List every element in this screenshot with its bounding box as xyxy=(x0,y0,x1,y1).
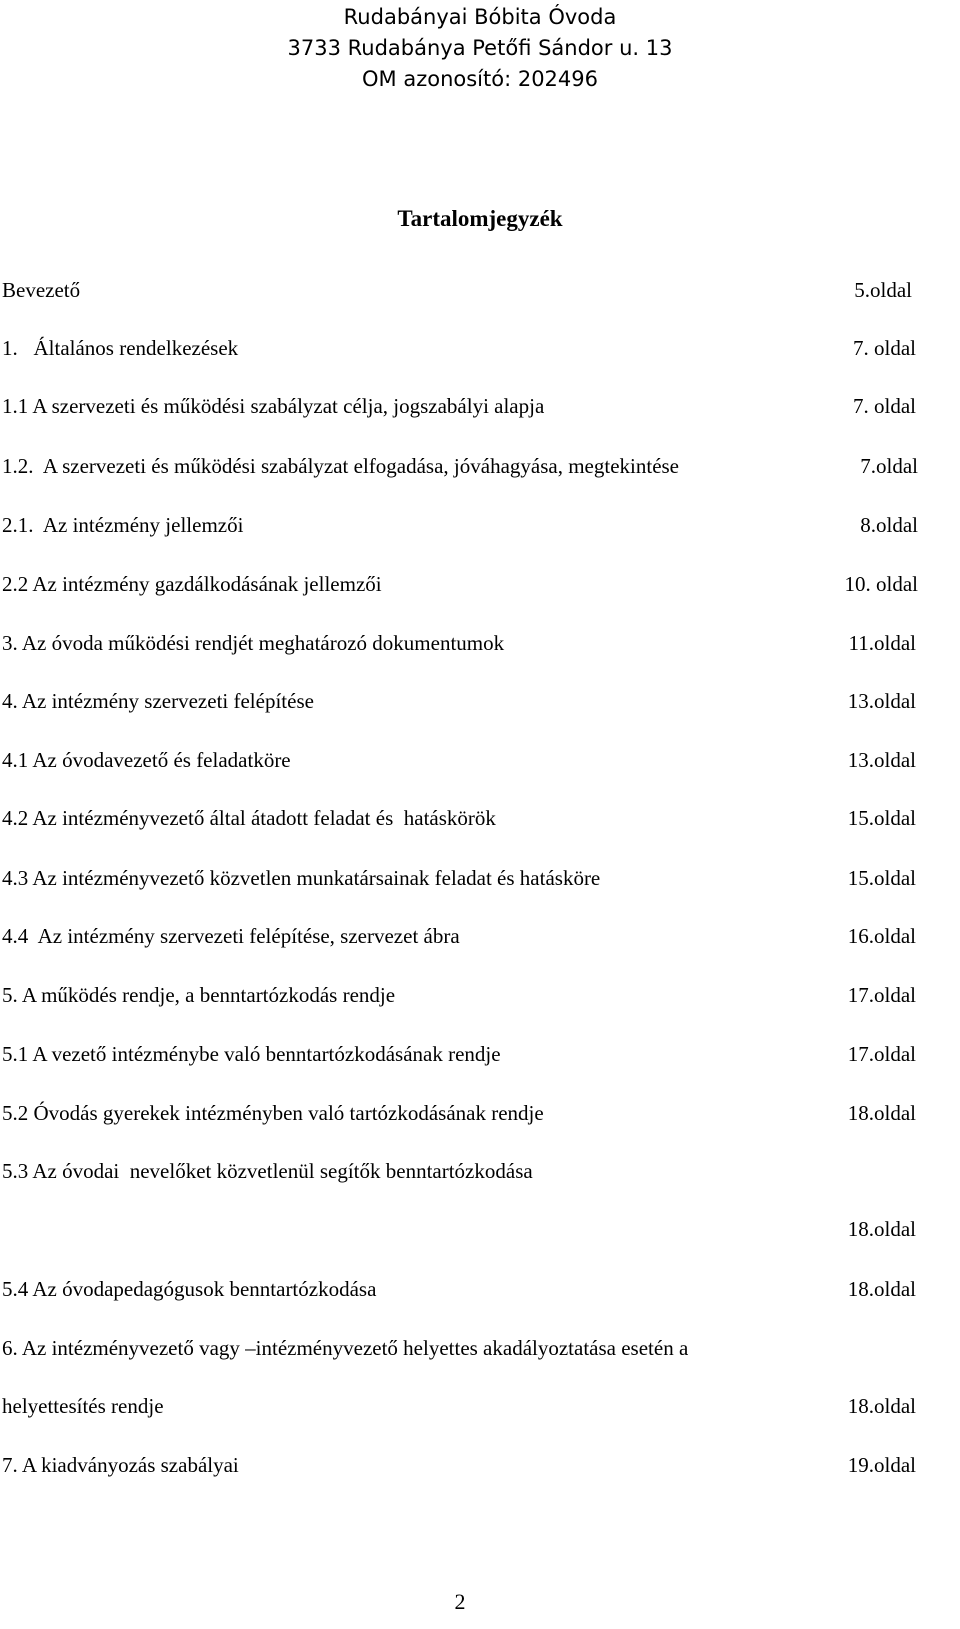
toc-entry-page: 16.oldal xyxy=(847,924,916,948)
toc-entry xyxy=(0,1333,960,1363)
toc-entry-label: 1. Általános rendelkezések xyxy=(2,336,239,360)
toc-entry-page: 18.oldal xyxy=(847,1101,916,1125)
toc-entry xyxy=(0,510,960,540)
toc-entry-label: 2.1. Az intézmény jellemzői xyxy=(2,513,244,537)
toc-entry xyxy=(0,451,960,481)
toc-entry-page: 5.oldal xyxy=(854,278,912,302)
toc-entry-label: 4.3 Az intézményvezető közvetlen munkatársainak feladat és hatásköre xyxy=(2,866,601,890)
toc-entry-page: 15.oldal xyxy=(847,806,916,830)
toc-entry-page: 15.oldal xyxy=(847,866,916,890)
toc-entry-label: 4.1 Az óvodavezető és feladatköre xyxy=(2,748,291,772)
toc-entry xyxy=(0,1098,960,1128)
toc-entry-page: 7. oldal xyxy=(853,394,916,418)
toc-entry-label: 4.4 Az intézmény szervezeti felépítése, szervezet ábra xyxy=(2,924,460,948)
toc-entry-page: 18.oldal xyxy=(847,1217,916,1241)
toc-entry-page: 18.oldal xyxy=(847,1394,916,1418)
toc-entry-label: helyettesítés rendje xyxy=(2,1394,164,1418)
toc-entry xyxy=(0,745,960,775)
toc-entry-page: 10. oldal xyxy=(844,572,918,596)
toc-entry-label: 1.2. A szervezeti és működési szabályzat elfogadása, jóváhagyása, megtekintése xyxy=(2,454,680,478)
toc-entry-label: 5.4 Az óvodapedagógusok benntartózkodása xyxy=(2,1277,377,1301)
toc-entry-page: 8.oldal xyxy=(860,513,918,537)
institution-name: Rudabányai Bóbita Óvoda xyxy=(343,5,617,29)
toc-entry-page: 13.oldal xyxy=(847,748,916,772)
page-number: 2 xyxy=(454,1589,466,1614)
toc-entry xyxy=(0,980,960,1010)
toc-entry-label: 1.1 A szervezeti és működési szabályzat célja, jogszabályi alapja xyxy=(2,394,545,418)
toc-entry-label: 5.2 Óvodás gyerekek intézményben való tartózkodásának rendje xyxy=(2,1101,544,1125)
toc-entry xyxy=(0,1156,960,1241)
toc-entry-page: 17.oldal xyxy=(847,983,916,1007)
page-title: Tartalomjegyzék xyxy=(397,206,563,231)
document-header xyxy=(0,2,960,95)
toc-entry xyxy=(0,391,960,421)
toc-entry xyxy=(0,803,960,833)
toc-entry-label: 6. Az intézményvezető vagy –intézményvezető helyettes akadályoztatása esetén a xyxy=(2,1336,689,1360)
toc-entry-label: 4.2 Az intézményvezető által átadott feladat és hatáskörök xyxy=(2,806,496,830)
toc-entry xyxy=(0,275,960,305)
toc-entry xyxy=(0,863,960,893)
toc-entry-label: 5.3 Az óvodai nevelőket közvetlenül segítők benntartózkodása xyxy=(2,1159,533,1183)
toc-entry xyxy=(0,1039,960,1069)
institution-address: 3733 Rudabánya Petőfi Sándor u. 13 xyxy=(287,36,673,60)
toc-entry-page: 17.oldal xyxy=(847,1042,916,1066)
toc-entry-page: 11.oldal xyxy=(848,631,916,655)
toc-entry-label: 2.2 Az intézmény gazdálkodásának jellemzői xyxy=(2,572,382,596)
toc-entry xyxy=(0,569,960,599)
toc-entry-page: 7.oldal xyxy=(860,454,918,478)
toc-entry xyxy=(0,921,960,951)
toc-entry-page: 13.oldal xyxy=(847,689,916,713)
toc-entry-label: 5.1 A vezető intézménybe való benntartózkodásának rendje xyxy=(2,1042,501,1066)
toc-entry-page: 18.oldal xyxy=(847,1277,916,1301)
toc-entry xyxy=(0,1274,960,1304)
toc-entry-label: 4. Az intézmény szervezeti felépítése xyxy=(2,689,314,713)
toc-entry-page: 7. oldal xyxy=(853,336,916,360)
toc-entry-label: Bevezető xyxy=(2,278,81,302)
toc-entry xyxy=(0,628,960,658)
toc-entry xyxy=(0,1450,960,1480)
toc-entry-page: 19.oldal xyxy=(847,1453,916,1477)
institution-om-id: OM azonosító: 202496 xyxy=(362,67,598,91)
toc-entry xyxy=(0,686,960,716)
toc-entry xyxy=(0,1391,960,1421)
toc-entry-label: 7. A kiadványozás szabályai xyxy=(2,1453,239,1477)
toc-entry xyxy=(0,333,960,363)
toc-entry-label: 3. Az óvoda működési rendjét meghatározó dokumentumok xyxy=(2,631,505,655)
toc-entry-label: 5. A működés rendje, a benntartózkodás rendje xyxy=(2,983,396,1007)
